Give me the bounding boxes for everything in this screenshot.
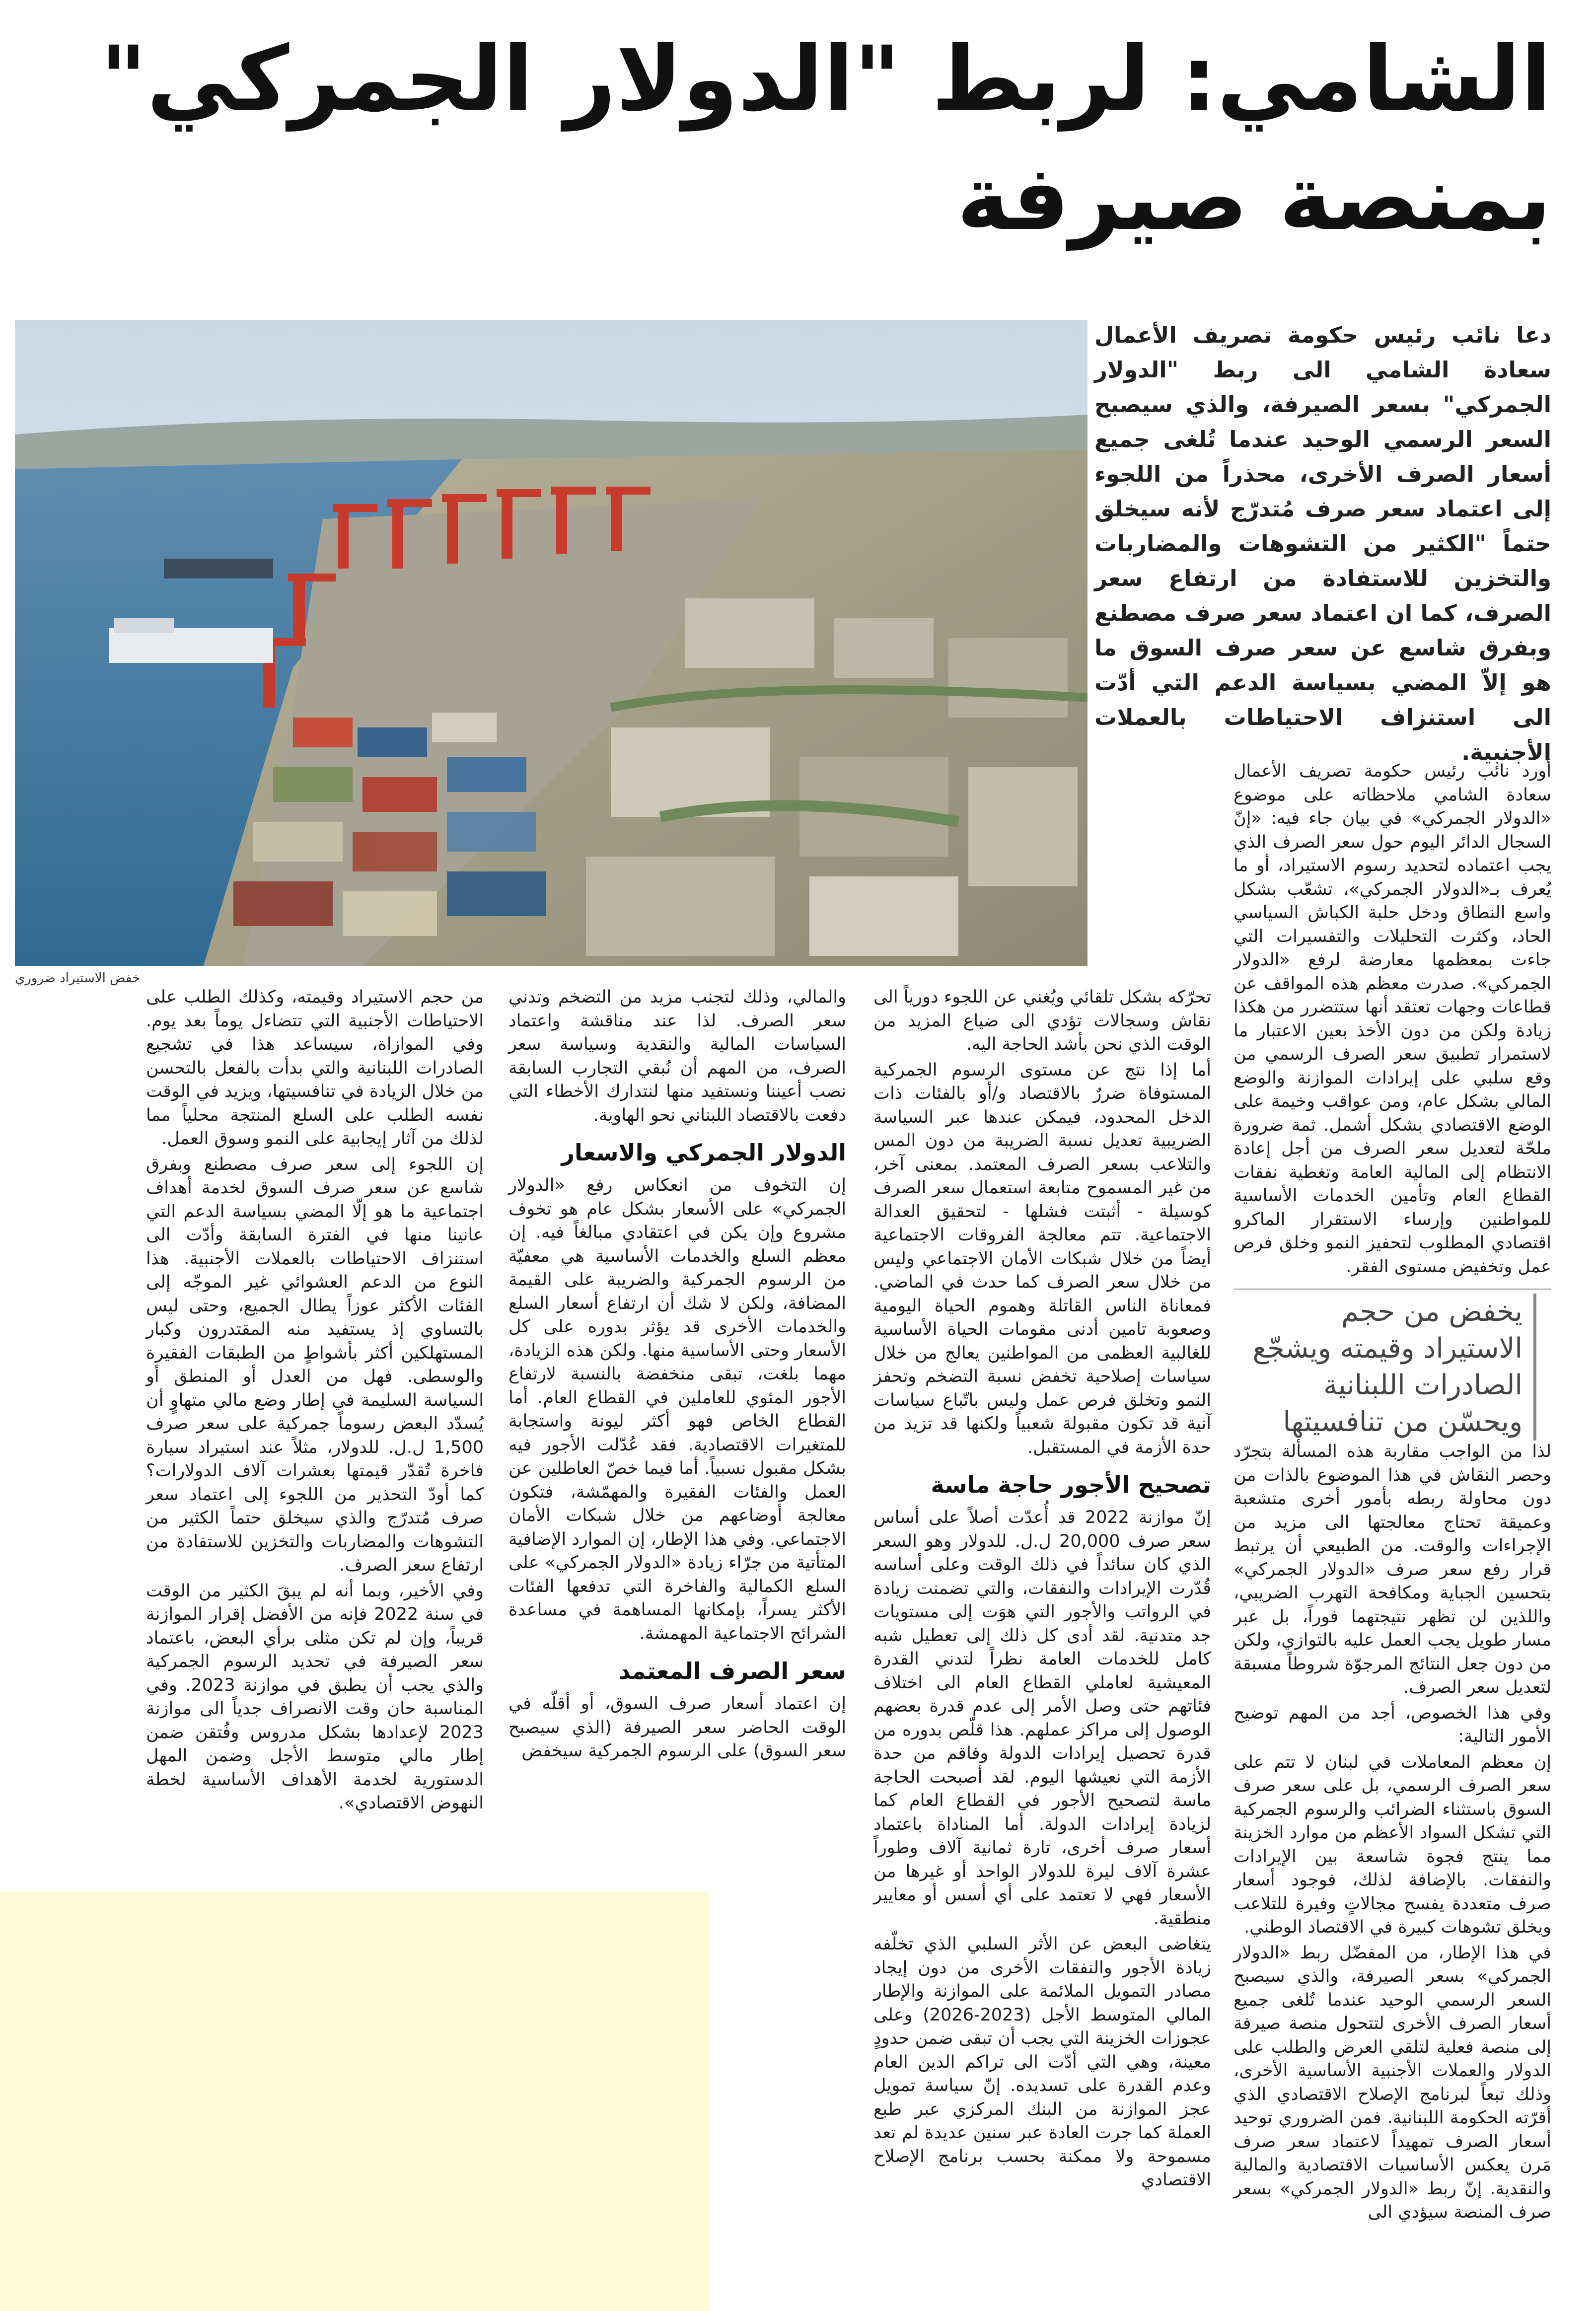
paragraph: إن اللجوء إلى سعر صرف مصطنع وبفرق شاسع عن سعر صرف السوق لخدمة أهداف اجتماعية ما هو إلّا المضي بسياسة الدعم التي عانينا منها في الفترة السابقة وأدّت الى استنزاف الاحتياطات بالعملات الأجنبية. هذا النوع من الدعم العشوائي غير الموجّه إلى الفئات الأكثر عوزاً يطال الجميع، وحتى ليس بالتساوي إذ يستفيد منه المقتدرون وكبار المستهلكين أكثر بأشواطٍ من الطبقات الفقيرة والوسطى. فهل من العدل أو المنطق أو السياسة السليمة في إطار وضع مالي متهاوٍ أن يُسدّد البعض رسوماً جمركية على سعر صرف 1,500 ل.ل. للدولار، مثلاً عند استيراد سيارة فاخرة تُقدّر قيمتها بعشرات آلاف الدولارات؟ كما أودّ التحذير من اللجوء إلى اعتماد سعر صرف مُتدرّج والذي سيخلق حتماً الكثير من التشوهات والمضاربات والتخزين للاستفادة من ارتفاع سعر الصرف. xyxy=(146,1154,484,1575)
paragraph: إن التخوف من انعكاس رفع «الدولار الجمركي» على الأسعار بشكل عام هو تخوف مشروع وإن يكن في اعتقادي مبالغاً فيه. إن معظم السلع والخدمات الأساسية هي معفيّة من الرسوم الجمركية والضريبة على القيمة المضافة، ولكن لا شك أن ارتفاع أسعار السلع والخدمات الأخرى قد يؤثر بدوره على كل الأسعار وحتى الأساسية منها. ولكن هذه الزيادة، مهما بلغت، تبقى منخفضة بالنسبة لارتفاع الأجور المئوي للعاملين في القطاع العام. أما القطاع الخاص فهو أكثر ليونة واستجابة للمتغيرات الاقتصادية. فقد عُدّلت الأجور فيه بشكل مقبول نسبياً. أما فيما خصّ العاطلين عن العمل والفئات الفقيرة والمهمّشة، فتكون معالجة أوضاعهم من خلال شبكات الأمان الاجتماعي. وفي هذا الإطار، إن الموارد الإضافية المتأتية من جرّاء زيادة «الدولار الجمركي» على السلع الكمالية والفاخرة التي تدفعها الفئات الأكثر يسراً، بإمكانها المساهمة في مساعدة الشرائح الاجتماعية المهمشة. xyxy=(508,1175,846,1644)
paragraph: لذا من الواجب مقاربة هذه المسألة بتجرّد وحصر النقاش في هذا الموضوع بالذات من دون محاولة ربطه بأمور أخرى متشعبة وعميقة تحتاج معالجتها الى مزيد من الإجراءات والوقت. من الطبيعي أن يرتبط قرار رفع سعر صرف «الدولار الجمركي» بتحسين الجباية ومكافحة التهرب الضريبي، واللذين لن تظهر نتيجتهما فوراً، بل عبر مسار طويل يجب العمل عليه بالتوازي، ولكن من دون جعل النتائج المرجوّة شروطاً مسبقة لتعديل سعر الصرف. xyxy=(1233,1442,1551,1697)
paragraph: إنّ موازنة 2022 قد أُعدّت أصلاً على أساس سعر صرف 20,000 ل.ل. للدولار وهو السعر الذي كان سائداً في ذلك الوقت وعلى أساسه قُدّرت الإيرادات والنفقات، والتي تضمنت زيادة في الرواتب والأجور التي هوَت إلى مستويات جد متدنية. لقد أدى كل ذلك إلى تعطيل شبه كامل للخدمات العامة نظراً لتدني القدرة المعيشية لعاملي القطاع العام الى اختلاف فئاتهم حتى وصل الأمر إلى عدم قدرة بعضهم الوصول إلى مراكز عملهم. هذا قلّص بدوره من قدرة تحصيل إيرادات الدولة وفاقم من حدة الأزمة التي نعيشها اليوم. لقد أصبحت الحاجة ماسة لتصحيح الأجور في القطاع العام كما لزيادة إيرادات الدولة. أما المناداة باعتماد أسعار صرف أخرى، تارة ثمانية آلاف وطوراً عشرة آلاف ليرة للدولار الواحد أو غيرها من الأسعار فهي لا تعتمد على أي أسس أو معايير منطقية. xyxy=(873,1508,1212,1929)
article-column-2 xyxy=(873,986,1211,2194)
paragraph: وفي الأخير، وبما أنه لم يبقَ الكثير من الوقت في سنة 2022 فإنه من الأفضل إقرار الموازنة قريباً، وإن لم تكن مثلى برأي البعض، باعتماد سعر الصيرفة في تحديد الرسوم الجمركية والذي يجب أن يطبق في موازنة 2023. وفي المناسبة حان وقت الانصراف جدياً الى موازنة 2023 لإعدادها بشكل مدروس وفُتقن ضمن إطار مالي متوسط الأجل وضمن المهل الدستورية لخدمة الأهداف الأساسية لخطة النهوض الاقتصادي». xyxy=(146,1581,484,1813)
section-heading: الدولار الجمركي والاسعار xyxy=(561,1139,846,1166)
paragraph: وفي هذا الخصوص، أجد من المهم توضيح الأمور التالية: xyxy=(1233,1703,1551,1746)
paragraph: إن اعتماد أسعار صرف السوق، أو أقلّه في الوقت الحاضر سعر الصيرفة (الذي سيصبح سعر السوق) على الرسوم الجمركية سيخفض xyxy=(508,1694,846,1761)
paragraph: من حجم الاستيراد وقيمته، وكذلك الطلب على الاحتياطات الأجنبية التي تتضاءل يوماً بعد يوم. وفي الموازاة، سيساعد هذا في تشجيع الصادرات اللبنانية والتي بدأت بالفعل بالتحسن من خلال الزيادة في تنافسيتها، ويزيد في الوقت نفسه الطلب على السلع المنتجة محلياً مما لذلك من آثار إيجابية على النمو وسوق العمل. xyxy=(146,987,484,1149)
paragraph: والمالي، وذلك لتجنب مزيد من التضخم وتدني سعر الصرف. لذا عند مناقشة واعتماد السياسات المالية والنقدية وسياسة سعر الصرف، من المهم أن نُبقي التجارب السابقة نصب أعيننا ونستفيد منها لنتدارك الأخطاء التي دفعت بالاقتصاد اللبناني نحو الهاوية. xyxy=(508,987,846,1125)
paragraph: إن معظم المعاملات في لبنان لا تتم على سعر الصرف الرسمي، بل على سعر صرف السوق باستثناء الضرائب والرسوم الجمركية التي تشكل السواد الأعظم من موارد الخزينة مما ينتج فجوة شاسعة بين الإيرادات والنفقات. بالإضافة لذلك، فوجود أسعار صرف متعددة يفسح مجالاتٍ وفيرة للتلاعب ويخلق تشوهات كبيرة في الاقتصاد الوطني. xyxy=(1233,1752,1551,1937)
headline-line-1: الشامي: لربط "الدولار الجمركي" xyxy=(100,27,1551,131)
pull-quote: يخفض من حجم الاستيراد وقيمته ويشجّع الصادرات اللبنانية ويحسّن من تنافسيتها xyxy=(1234,1294,1536,1441)
headline-line-2: بمنصة صيرفة xyxy=(956,146,1551,250)
paragraph: أما إذا نتج عن مستوى الرسوم الجمركية المستوفاة ضررٌ بالاقتصاد و/أو بالفئات ذات الدخل المحدود، فيمكن عندها عبر السياسة الضريبية تعديل نسبة الضريبة من دون المس والتلاعب بسعر الصرف المعتمد. بمعنى آخر، من غير المسموح متابعة استعمال سعر الصرف كوسيلة - أثبتت فشلها - لتحقيق العدالة الاجتماعية. تتم معالجة الفروقات الاجتماعية أيضاً من خلال شبكات الأمان الاجتماعي وليس من خلال سعر الصرف كما حدث في الماضي. فمعاناة الناس القاتلة وهموم الحياة اليومية وصعوبة تامين أدنى مقومات الحياة الأساسية للغالبية العظمى من المواطنين يعالج من خلال سياسات إصلاحية تخفض نسبة التضخم وتحفز النمو وتخلق فرص عمل وليس باتّباع سياسات آنية قد تكون مقبولة شعبياً ولكنها قد تزيد من حدة الأزمة في المستقبل. xyxy=(873,1060,1211,1457)
port-aerial-photo xyxy=(15,320,1088,966)
paragraph: في هذا الإطار، من المفضّل ربط «الدولار الجمركي» بسعر الصيرفة، والذي سيصبح السعر الرسمي الوحيد عندما تُلغى جميع أسعار الصرف الأخرى لتتحول منصة صيرفة إلى منصة فعلية لتلقي العرض والطلب على الدولار والعملات الأجنبية الأساسية الأخرى، وذلك تبعاً لبرنامج الإصلاح الاقتصادي الذي أقرّته الحكومة اللبنانية. فمن الضروري توحيد أسعار الصرف تمهيداً لاعتماد سعر صرف مَرن يعكس الأساسيات الاقتصادية والمالية والنقدية. إنّ ربط «الدولار الجمركي» بسعر صرف المنصة سيؤدي الى xyxy=(1233,1943,1551,2222)
paragraph: يتغاضى البعض عن الأثر السلبي الذي تخلّفه زيادة الأجور والنفقات الأخرى من دون إيجاد مصادر التمويل الملائمة على الموازنة والإطار المالي المتوسط الأجل (2023-2026) وعلى عجوزات الخزينة التي يجب أن تبقى ضمن حدودٍ معينة، وهي التي أدّت الى تراكم الدين العام وعدم القدرة على تسديده. إنّ سياسة تمويل عجز الموازنة من البنك المركزي عبر طبع العملة كما جرت العادة عبر سنين عديدة لم تعد مسموحة ولا ممكنة بحسب برنامج الإصلاح الاقتصادي xyxy=(873,1934,1212,2190)
photo-caption: خفض الاستيراد ضروري xyxy=(15,971,141,986)
article-column-1b xyxy=(1233,1440,1551,2227)
paragraph: تحرّكه بشكل تلقائي ويُغني عن اللجوء دورياً الى نقاش وسجالات تؤدي الى ضياع المزيد من الوقت الذي نحن بأشد الحاجة اليه. xyxy=(873,987,1211,1054)
section-heading: سعر الصرف المعتمد xyxy=(618,1658,846,1684)
ad-placeholder xyxy=(0,1892,710,2311)
article-column-4 xyxy=(146,986,484,1817)
section-heading: تصحيح الأجور حاجة ماسة xyxy=(931,1471,1211,1498)
lead-paragraph: دعا نائب رئيس حكومة تصريف الأعمال سعادة الشامي الى ربط "الدولار الجمركي" بسعر الصيرفة، والذي سيصبح السعر الرسمي الوحيد عندما تُلغى جميع أسعار الصرف الأخرى، محذراً من اللجوء إلى اعتماد سعر صرف مُتدرّج لأنه سيخلق حتماً "الكثير من التشوهات والمضاربات والتخزين للاستفادة من ارتفاع سعر الصرف، كما ان اعتماد سعر صرف مصطنع وبفرق شاسع عن سعر صرف السوق ما هو إلاّ المضي بسياسة الدعم التي أدّت الى استنزاف الاحتياطات بالعملات الأجنبية. xyxy=(1094,322,1551,765)
paragraph: أورد نائب رئيس حكومة تصريف الأعمال سعادة الشامي ملاحظاته على موضوع «الدولار الجمركي» في بيان جاء فيه: «إنّ السجال الدائر اليوم حول سعر الصرف الذي يجب اعتماده لتحديد رسوم الاستيراد، أو ما يُعرف بـ«الدولار الجمركي»، تشعّب بشكل واسع النطاق ودخل حلبة الكباش السياسي الحاد، وكثرت التحليلات والتفسيرات التي جاءت بمعظمها معارضة لرفع «الدولار الجمركي». صدرت معظم هذه المواقف عن قطاعات وجهات تعتقد أنها ستتضرر من هكذا زيادة ولكن من دون الأخذ بعين الاعتبار ما لاستمرار تطبيق سعر الصرف الرسمي من وقع سلبي على إيرادات الموازنة والوضع المالي بشكل عام، ومن عواقب وخيمة على الوضع الاقتصادي بشكل أشمل. ثمة ضرورة ملحّة لتعديل سعر الصرف من أجل إعادة الانتظام إلى المالية العامة وتغطية نفقات القطاع العام وتأمين الخدمات الأساسية للمواطنين وإرساء الاستقرار الماكرو اقتصادي المطلوب لتحفيز النمو وخلق فرص عمل وتخفيض مستوى الفقر. xyxy=(1233,761,1551,1277)
pull-quote-rule xyxy=(1233,1289,1551,1290)
headline xyxy=(100,20,1551,258)
article-column-1 xyxy=(1233,760,1551,1281)
article-column-3 xyxy=(508,986,846,1765)
